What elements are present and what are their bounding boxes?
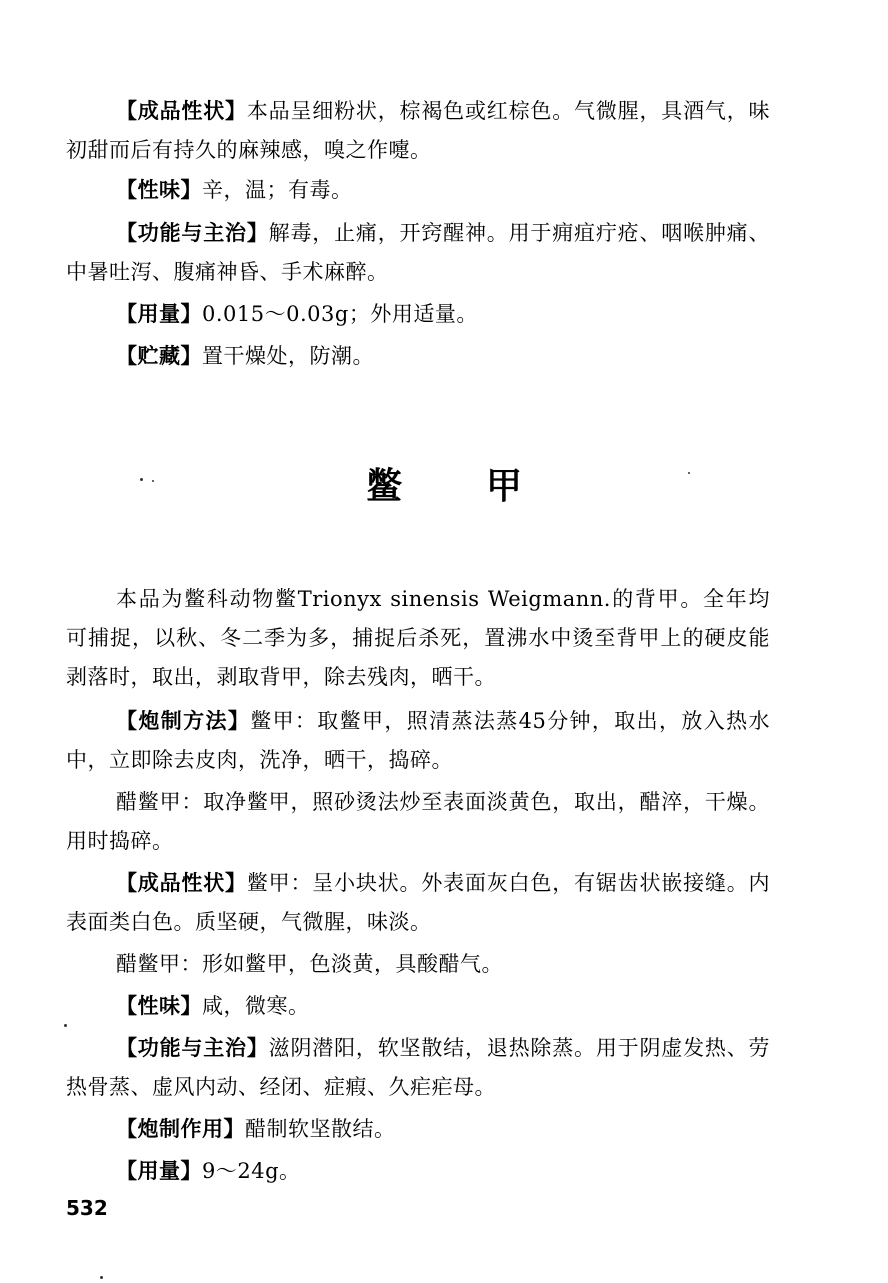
paragraph-entry-gongneng-zhuzhi bbox=[66, 1029, 770, 1107]
text-zhucang: 置干燥处，防潮。 bbox=[202, 344, 374, 368]
text-entry-xingwei: 咸，微寒。 bbox=[202, 994, 310, 1018]
paragraph-xingwei bbox=[66, 171, 770, 210]
text-yongliang: 0.015～0.03g；外用适量。 bbox=[202, 302, 478, 326]
label-entry-chengpin-xingzhuang: 【成品性状】 bbox=[116, 871, 247, 895]
paragraph-chengpin-xingzhuang bbox=[66, 92, 770, 170]
paragraph-paozhi-zuoyong bbox=[66, 1110, 770, 1149]
paragraph-entry-xingwei bbox=[66, 987, 770, 1026]
paragraph-intro: 本品为鳖科动物鳖Trionyx sinensis Weigmann.的背甲。全年均可捕捉，以秋、冬二季为多，捕捉后杀死，置沸水中烫至背甲上的硬皮能剥落时，取出，剥取背甲，除去残肉，晒干。 bbox=[66, 587, 770, 689]
text-entry-chengpin-xingzhuang: 鳖甲：呈小块状。外表面灰白色，有锯齿状嵌接缝。内表面类白色。质坚硬，气微腥，味淡。 bbox=[66, 871, 771, 934]
scan-speck bbox=[64, 1024, 67, 1027]
scan-speck bbox=[152, 480, 154, 482]
label-zhucang: 【贮藏】 bbox=[116, 344, 202, 368]
text-gongneng-zhuzhi: 解毒，止痛，开窍醒神。用于痈疽疔疮、咽喉肿痛、中暑吐泻、腹痛神昏、手术麻醉。 bbox=[66, 221, 770, 284]
label-yongliang: 【用量】 bbox=[116, 302, 202, 326]
paragraph-zhucang bbox=[66, 337, 770, 376]
paragraph-yongliang bbox=[66, 295, 770, 334]
label-paozhi-zuoyong: 【炮制作用】 bbox=[116, 1117, 245, 1141]
text-paozhi-zuoyong: 醋制软坚散结。 bbox=[245, 1117, 396, 1141]
paragraph-paozhi-fangfa bbox=[66, 702, 770, 780]
paragraph-cubiejia-method: 醋鳖甲：取净鳖甲，照砂烫法炒至表面淡黄色，取出，醋淬，干燥。用时捣碎。 bbox=[66, 790, 770, 853]
text-entry-yongliang: 9～24g。 bbox=[202, 1159, 301, 1183]
paragraph-gongneng-zhuzhi bbox=[66, 214, 770, 292]
page-number: 532 bbox=[66, 1196, 108, 1220]
label-entry-xingwei: 【性味】 bbox=[116, 994, 202, 1018]
entry-title: 鳖甲 bbox=[365, 466, 606, 507]
paragraph-cubiejia-trait: 醋鳖甲：形如鳖甲，色淡黄，具酸醋气。 bbox=[116, 952, 503, 976]
text-paozhi-fangfa: 鳖甲：取鳖甲，照清蒸法蒸45分钟，取出，放入热水中，立即除去皮肉，洗净，晒干，捣碎。 bbox=[66, 709, 770, 772]
label-xingwei: 【性味】 bbox=[116, 178, 202, 202]
label-paozhi-fangfa: 【炮制方法】 bbox=[116, 709, 251, 733]
scan-speck bbox=[140, 478, 143, 481]
label-chengpin-xingzhuang: 【成品性状】 bbox=[116, 99, 247, 123]
scan-speck bbox=[100, 1276, 103, 1279]
paragraph-entry-chengpin-xingzhuang bbox=[66, 864, 770, 942]
text-entry-gongneng-zhuzhi: 滋阴潜阳，软坚散结，退热除蒸。用于阴虚发热、劳热骨蒸、虚风内动、经闭、症瘕、久疟疟母。 bbox=[66, 1036, 770, 1099]
text-chengpin-xingzhuang: 本品呈细粉状，棕褐色或红棕色。气微腥，具酒气，味初甜而后有持久的麻辣感，嗅之作嚏。 bbox=[66, 99, 771, 162]
paragraph-entry-yongliang bbox=[66, 1152, 770, 1191]
label-entry-yongliang: 【用量】 bbox=[116, 1159, 202, 1183]
label-gongneng-zhuzhi: 【功能与主治】 bbox=[116, 221, 269, 245]
text-xingwei: 辛，温；有毒。 bbox=[202, 178, 353, 202]
label-entry-gongneng-zhuzhi: 【功能与主治】 bbox=[116, 1036, 269, 1060]
scan-speck bbox=[688, 472, 690, 474]
